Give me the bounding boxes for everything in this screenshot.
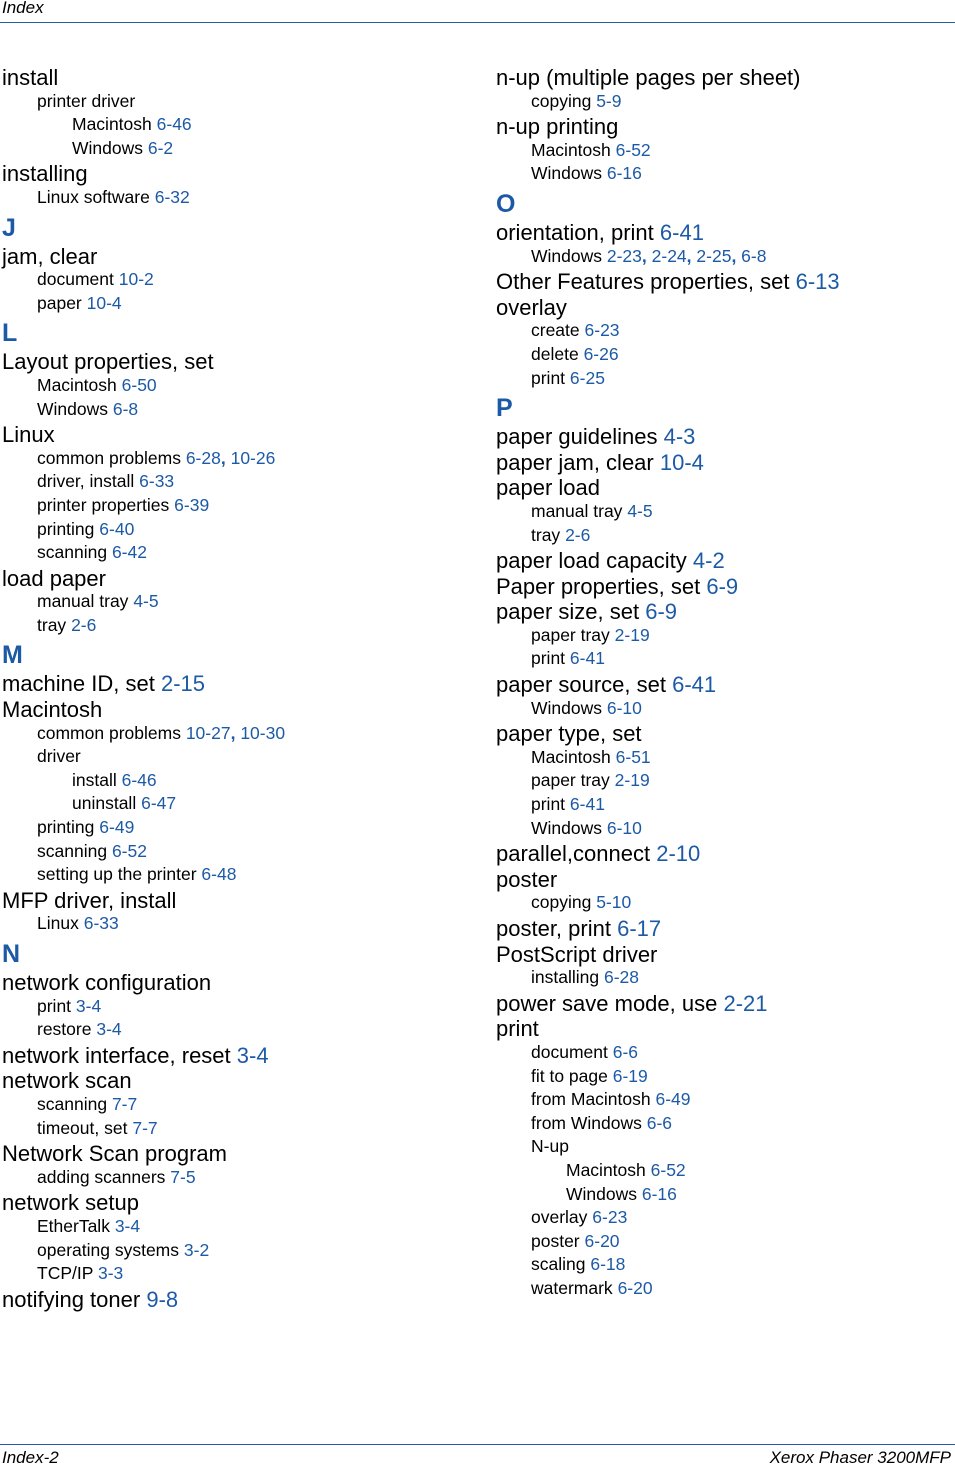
index-entry (496, 598, 951, 624)
index-term: from Windows (531, 1112, 642, 1133)
page-reference-link[interactable]: 6-17 (617, 916, 662, 941)
index-term: setting up the printer (37, 864, 197, 885)
index-term: network scan (2, 1068, 132, 1094)
page-reference-link[interactable]: 10-4 (659, 449, 704, 475)
index-term: delete (531, 343, 579, 364)
index-entry (2, 1215, 472, 1239)
page-reference-link[interactable]: 10-4 (86, 292, 122, 313)
index-entry (2, 863, 472, 887)
index-letter-heading (496, 390, 951, 423)
page-reference-link[interactable]: 2-6 (565, 524, 591, 545)
page-reference-link[interactable]: 6-18 (590, 1254, 626, 1275)
page-reference-link[interactable]: 2-23 (606, 245, 642, 266)
index-term: paper load (496, 475, 600, 501)
index-term: Linux software (37, 186, 150, 207)
index-entry (496, 319, 951, 343)
page-reference-link[interactable]: 6-8 (741, 245, 767, 266)
page-reference-link[interactable]: 3-4 (236, 1042, 269, 1068)
page-reference-link[interactable]: 6-33 (139, 471, 175, 492)
index-entry (2, 912, 472, 936)
page-reference-link[interactable]: 6-49 (655, 1089, 691, 1110)
index-term: print (37, 995, 72, 1016)
index-term: Layout properties, set (2, 349, 214, 375)
page-reference-link[interactable]: 6-51 (615, 746, 651, 767)
index-term: Macintosh (2, 697, 103, 723)
page-reference-link[interactable]: 6-16 (641, 1183, 677, 1204)
index-entry (496, 793, 951, 817)
index-entry (496, 474, 951, 500)
page-reference-link[interactable]: 6-50 (121, 374, 157, 395)
index-term: printing (37, 518, 95, 539)
page-separator: , (731, 245, 742, 266)
page-reference-link[interactable]: 10-30 (240, 722, 286, 743)
index-entry (2, 745, 472, 769)
index-term: print (531, 794, 566, 815)
index-entry (496, 840, 951, 866)
index-term: watermark (531, 1277, 613, 1298)
index-entry (496, 697, 951, 721)
page-reference-link[interactable]: 7-7 (132, 1117, 158, 1138)
index-term: scaling (531, 1254, 586, 1275)
page-reference-link[interactable]: 6-23 (584, 320, 620, 341)
index-entry (2, 670, 472, 696)
index-term: n-up printing (496, 114, 619, 140)
index-term: Other Features properties, set (496, 269, 790, 295)
page-reference-link[interactable]: 3-3 (97, 1263, 124, 1284)
index-term: scanning (37, 840, 108, 861)
index-entry (496, 1206, 951, 1230)
index-term: printer properties (37, 494, 170, 515)
header-rule (0, 22, 955, 23)
index-term: N (2, 940, 21, 968)
index-term: orientation, print (496, 219, 654, 245)
page-reference-link[interactable]: 4-3 (663, 424, 696, 450)
page-reference-link[interactable]: 6-9 (645, 599, 677, 625)
page-reference-link[interactable]: 6-52 (650, 1159, 686, 1180)
page-reference-link[interactable]: 6-40 (99, 518, 135, 539)
index-entry (496, 268, 951, 294)
page-reference-link[interactable]: 6-6 (646, 1112, 673, 1133)
index-entry (2, 1166, 472, 1190)
page-reference-link[interactable]: 6-2 (147, 137, 174, 158)
index-term: print (531, 648, 566, 669)
index-entry (2, 565, 472, 591)
index-term: uninstall (72, 793, 137, 814)
index-entry (496, 294, 951, 320)
page-reference-link[interactable]: 6-20 (617, 1277, 653, 1298)
page-reference-link[interactable]: 6-32 (154, 186, 190, 207)
index-term: document (37, 269, 114, 290)
index-entry (496, 367, 951, 391)
index-entry (2, 969, 472, 995)
index-term: manual tray (531, 500, 623, 521)
page-reference-link[interactable]: 6-48 (201, 864, 237, 885)
index-term: L (2, 319, 18, 348)
index-term: TCP/IP (37, 1263, 94, 1284)
index-term: create (531, 320, 580, 341)
index-entry (2, 1262, 472, 1286)
index-term: P (496, 394, 513, 423)
index-entry (496, 64, 951, 90)
index-entry (2, 348, 472, 374)
index-term: print (531, 367, 566, 388)
page-reference-link[interactable]: 5-9 (596, 90, 622, 111)
page-reference-link[interactable]: 6-39 (174, 494, 210, 515)
index-entry (496, 449, 951, 475)
page-reference-link[interactable]: 2-10 (656, 841, 701, 867)
index-entry (2, 1286, 472, 1312)
header-title: Index (2, 0, 44, 17)
index-entry (2, 421, 472, 447)
index-term: Network Scan program (2, 1141, 227, 1167)
index-entry (496, 1159, 951, 1183)
footer-product-name: Xerox Phaser 3200MFP (769, 1448, 951, 1467)
index-entry (2, 494, 472, 518)
index-letter-heading (2, 936, 472, 969)
index-entry (496, 746, 951, 770)
index-entry (2, 769, 472, 793)
index-term: printing (37, 817, 95, 838)
index-term: poster (496, 866, 558, 892)
page-separator: , (230, 722, 241, 743)
page-reference-link[interactable]: 2-24 (651, 245, 687, 266)
page-reference-link[interactable]: 6-10 (606, 817, 642, 838)
index-entry (496, 915, 951, 941)
page-reference-link[interactable]: 6-6 (612, 1041, 639, 1062)
index-term: document (531, 1041, 608, 1062)
index-entry (2, 614, 472, 638)
index-term: network interface, reset (2, 1042, 231, 1068)
index-entry (2, 470, 472, 494)
index-term: MFP driver, install (2, 887, 177, 913)
index-entry (2, 1140, 472, 1166)
index-entry (496, 423, 951, 449)
page-reference-link[interactable]: 3-4 (114, 1215, 141, 1236)
index-entry (2, 590, 472, 614)
index-entry (496, 547, 951, 573)
page-reference-link[interactable]: 6-33 (83, 913, 119, 934)
index-entry (496, 1065, 951, 1089)
index-entry (2, 887, 472, 913)
index-term: Windows (531, 163, 602, 184)
page-reference-link[interactable]: 4-2 (692, 548, 725, 574)
index-term: installing (531, 967, 600, 988)
index-term: paper load capacity (496, 548, 687, 574)
index-term: paper tray (531, 770, 610, 791)
index-column-right (496, 64, 951, 1301)
page-reference-link[interactable]: 9-8 (146, 1286, 179, 1312)
index-letter-heading (2, 315, 472, 348)
index-term: Macintosh (566, 1159, 646, 1180)
index-term: copying (531, 892, 592, 913)
index-term: poster, print (496, 916, 611, 941)
page-reference-link[interactable]: 6-28 (603, 967, 640, 988)
page-reference-link[interactable]: 6-23 (592, 1207, 628, 1228)
index-entry (496, 720, 951, 746)
index-letter-heading (2, 210, 472, 243)
index-term: Windows (531, 817, 602, 838)
index-entry (496, 524, 951, 548)
index-entry (2, 1042, 472, 1068)
index-term: machine ID, set (2, 671, 155, 697)
page-reference-link[interactable]: 6-9 (706, 573, 739, 599)
index-term: install (72, 769, 117, 790)
page-separator: , (641, 245, 652, 266)
index-term: adding scanners (37, 1166, 166, 1187)
index-term: from Macintosh (531, 1089, 651, 1110)
index-entry (2, 398, 472, 422)
index-term: paper source, set (496, 672, 666, 698)
page-reference-link[interactable]: 10-26 (230, 447, 276, 468)
page-reference-link[interactable]: 6-41 (659, 219, 704, 245)
index-entry (2, 243, 472, 269)
page-header (0, 0, 955, 24)
page-reference-link[interactable]: 6-20 (584, 1230, 620, 1251)
page-reference-link[interactable]: 2-25 (696, 245, 732, 266)
index-term: install (2, 65, 59, 90)
index-term: manual tray (37, 591, 129, 612)
index-entry (496, 500, 951, 524)
page-reference-link[interactable]: 3-4 (96, 1019, 122, 1040)
index-entry (496, 113, 951, 139)
index-term: J (2, 213, 16, 242)
page-reference-link[interactable]: 2-6 (71, 614, 97, 635)
page-reference-link[interactable]: 6-8 (112, 398, 139, 419)
page-reference-link[interactable]: 6-25 (569, 367, 605, 388)
page-separator: , (686, 245, 697, 266)
index-term: EtherTalk (37, 1215, 110, 1236)
index-term: paper type, set (496, 721, 642, 747)
page-reference-link[interactable]: 6-41 (569, 794, 605, 815)
index-term: paper (37, 292, 82, 313)
index-entry (2, 792, 472, 816)
index-term: Macintosh (72, 114, 152, 135)
page-footer (0, 1444, 955, 1466)
index-term: installing (2, 161, 88, 187)
page-reference-link[interactable]: 10-2 (118, 269, 154, 290)
page-reference-link[interactable]: 6-46 (156, 114, 192, 135)
index-term: tray (37, 614, 67, 635)
index-term: Windows (37, 398, 108, 419)
page-reference-link[interactable]: 10-27 (185, 722, 231, 743)
index-term: O (496, 189, 516, 218)
page-reference-link[interactable]: 6-52 (615, 139, 651, 160)
index-term: overlay (531, 1207, 588, 1228)
page-reference-link[interactable]: 2-19 (614, 624, 650, 645)
index-term: restore (37, 1019, 92, 1040)
index-entry (2, 1117, 472, 1141)
index-entry (496, 990, 951, 1016)
page-reference-link[interactable]: 2-15 (160, 671, 206, 697)
index-entry (2, 1018, 472, 1042)
index-term: printer driver (37, 90, 136, 111)
index-entry (496, 139, 951, 163)
page-reference-link[interactable]: 6-46 (121, 769, 157, 790)
index-entry (2, 722, 472, 746)
index-term: network setup (2, 1190, 139, 1216)
index-term: common problems (37, 722, 181, 743)
index-entry (2, 374, 472, 398)
index-term: power save mode, use (496, 990, 718, 1016)
index-entry (496, 162, 951, 186)
index-term: Linux (37, 913, 79, 934)
index-entry (2, 90, 472, 114)
index-entry (2, 1093, 472, 1117)
index-term: operating systems (37, 1239, 180, 1260)
index-letter-heading (2, 637, 472, 670)
page-reference-link[interactable]: 6-47 (141, 793, 177, 814)
index-entry (496, 966, 951, 990)
index-term: driver (37, 746, 81, 767)
index-term: load paper (2, 565, 106, 591)
index-entry (2, 995, 472, 1019)
index-entry (496, 1135, 951, 1159)
index-term: notifying toner (2, 1286, 141, 1312)
index-entry (496, 343, 951, 367)
index-entry (496, 1112, 951, 1136)
footer-page-number: Index-2 (2, 1448, 59, 1467)
index-entry (2, 541, 472, 565)
page-reference-link[interactable]: 2-21 (723, 990, 768, 1016)
index-term: poster (531, 1230, 580, 1251)
index-term: Windows (566, 1183, 637, 1204)
index-term: scanning (37, 542, 108, 563)
index-entry (496, 1230, 951, 1254)
index-term: Linux (2, 422, 55, 448)
index-term: paper guidelines (496, 424, 658, 450)
index-entry (2, 186, 472, 210)
index-term: common problems (37, 447, 181, 468)
index-term: Paper properties, set (496, 573, 701, 599)
index-term: timeout, set (37, 1117, 128, 1138)
index-entry (2, 816, 472, 840)
index-term: Macintosh (37, 374, 117, 395)
page-separator: , (220, 447, 231, 468)
page-reference-link[interactable]: 5-10 (596, 892, 632, 913)
page-reference-link[interactable]: 6-26 (583, 343, 619, 364)
page-reference-link[interactable]: 6-19 (612, 1065, 648, 1086)
index-entry (2, 840, 472, 864)
page-reference-link[interactable]: 3-2 (183, 1239, 210, 1260)
index-entry (2, 447, 472, 471)
page-reference-link[interactable]: 6-10 (606, 697, 642, 718)
index-entry (2, 1067, 472, 1093)
index-column-left (2, 64, 472, 1311)
index-term: paper jam, clear (496, 449, 654, 475)
index-term: Windows (531, 245, 602, 266)
index-entry (2, 696, 472, 722)
index-term: Windows (72, 137, 143, 158)
page-reference-link[interactable]: 6-42 (111, 542, 147, 563)
index-term: copying (531, 90, 592, 111)
index-entry (496, 1015, 951, 1041)
index-term: Macintosh (531, 139, 611, 160)
index-entry (496, 1253, 951, 1277)
index-entry (2, 64, 472, 90)
index-term: print (496, 1016, 539, 1042)
index-entry (496, 90, 951, 114)
index-entry (496, 891, 951, 915)
index-term: Macintosh (531, 746, 611, 767)
page-reference-link[interactable]: 6-28 (185, 447, 221, 468)
index-entry (2, 137, 472, 161)
index-term: paper tray (531, 624, 610, 645)
index-entry (2, 1189, 472, 1215)
page-reference-link[interactable]: 4-5 (133, 591, 159, 612)
page-reference-link[interactable]: 6-16 (606, 163, 642, 184)
index-entry (496, 941, 951, 967)
index-entry (496, 1183, 951, 1207)
index-entry (496, 1088, 951, 1112)
index-entry (2, 518, 472, 542)
index-term: network configuration (2, 970, 212, 995)
index-entry (496, 866, 951, 892)
page-reference-link[interactable]: 3-4 (75, 995, 102, 1016)
index-entry (2, 292, 472, 316)
index-term: scanning (37, 1093, 108, 1114)
index-entry (2, 1239, 472, 1263)
index-term: driver, install (37, 471, 135, 492)
footer-rule (0, 1444, 955, 1445)
index-entry (496, 624, 951, 648)
page-reference-link[interactable]: 6-49 (99, 817, 135, 838)
index-entry (496, 245, 951, 269)
index-term: N-up (531, 1136, 569, 1157)
index-entry (496, 769, 951, 793)
index-term: overlay (496, 294, 567, 320)
index-entry (496, 573, 951, 599)
index-entry (496, 817, 951, 841)
index-term: PostScript driver (496, 941, 658, 967)
index-term: jam, clear (2, 243, 98, 269)
index-term: Windows (531, 697, 602, 718)
index-entry (2, 113, 472, 137)
page-reference-link[interactable]: 2-19 (614, 770, 650, 791)
index-entry (2, 160, 472, 186)
page-reference-link[interactable]: 6-41 (672, 672, 717, 698)
page-reference-link[interactable]: 6-41 (569, 648, 605, 669)
index-term: fit to page (531, 1065, 608, 1086)
index-term: tray (531, 524, 561, 545)
index-term: paper size, set (496, 599, 640, 625)
index-entry (496, 647, 951, 671)
index-entry (496, 1277, 951, 1301)
index-term: M (2, 641, 23, 670)
index-term: n-up (multiple pages per sheet) (496, 65, 801, 90)
index-term: parallel,connect (496, 841, 651, 867)
index-letter-heading (496, 186, 951, 219)
index-entry (496, 219, 951, 245)
page-reference-link[interactable]: 6-13 (795, 269, 840, 295)
page-reference-link[interactable]: 4-5 (627, 500, 653, 521)
index-entry (496, 1041, 951, 1065)
page-reference-link[interactable]: 7-5 (170, 1166, 196, 1187)
index-entry (2, 268, 472, 292)
page-reference-link[interactable]: 6-52 (111, 840, 147, 861)
index-entry (496, 671, 951, 697)
page-reference-link[interactable]: 7-7 (111, 1093, 138, 1114)
